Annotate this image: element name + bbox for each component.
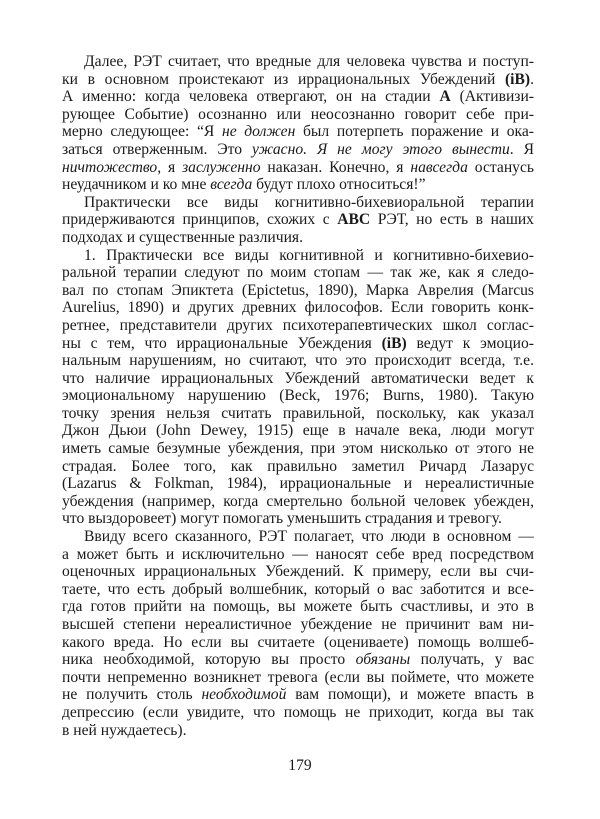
text-segment: что выздоровеет) могут помогать уменьшить страдания и тревогу. — [62, 510, 502, 528]
text-segment: не получить столь — [62, 686, 202, 704]
bold-text: (iB) — [504, 70, 531, 88]
text-line — [62, 141, 534, 159]
text-line — [62, 528, 534, 546]
text-segment: , я — [157, 158, 183, 176]
text-line — [62, 634, 534, 652]
text-segment: эмоциональному нарушению (Beck, 1976; Burns, 1980). Такую — [62, 387, 534, 405]
italic-text: обязаны — [355, 651, 411, 669]
text-line — [62, 686, 534, 704]
text-segment: Далее, РЭТ считает, что вредные для человека чувства и поступ- — [84, 53, 534, 70]
text-segment: ны с тем, что иррациональные Убеждения — [62, 334, 382, 352]
text-segment: 1. Практически все виды когнитивной и когнитивно-бихевио- — [84, 246, 534, 264]
text-line — [62, 370, 534, 388]
text-segment: Ввиду всего сказанного, РЭТ полагает, что люди в основном — — [84, 528, 534, 546]
text-segment: убеждения (например, когда смертельно больной человек убежден, — [62, 492, 534, 510]
text-line — [62, 123, 534, 141]
text-segment: нальным нарушениям, но считают, что это происходит всегда, т.е. — [62, 352, 534, 370]
paragraph — [62, 53, 534, 194]
text-line — [62, 475, 534, 493]
text-segment: оценочных иррациональных Убеждений. К примеру, если вы счи- — [62, 563, 534, 581]
text-segment: ки в основном проистекают из иррациональных Убеждений — [62, 70, 505, 88]
text-line — [62, 106, 534, 124]
text-segment: рующее Событие) осознанно или неосознанно говорит себе при- — [62, 105, 534, 123]
text-segment: РЭТ, но есть в наших — [370, 211, 534, 229]
text-segment: (Активизи- — [450, 88, 534, 106]
text-line — [62, 722, 534, 740]
text-segment: в ней нуждаетесь). — [62, 721, 187, 739]
text-line — [62, 264, 534, 282]
italic-text: ужасно. Я не могу этого вынести — [252, 140, 510, 158]
italic-text: необходимой — [201, 686, 287, 704]
text-segment: ника необходимой, которую вы просто — [62, 651, 356, 669]
text-line — [62, 229, 534, 247]
italic-text: не должен — [221, 123, 296, 141]
text-segment: ретнее, представители других психотерапевтических школ соглас- — [62, 316, 534, 334]
text-segment: . Я — [509, 140, 534, 158]
text-segment: Джон Дьюи (John Dewey, 1915) еще в начале века, люди могут — [62, 422, 534, 440]
text-line — [62, 581, 534, 599]
text-segment: точку зрения нельзя считать правильной, поскольку, как указал — [62, 404, 534, 422]
text-line — [62, 704, 534, 722]
text-line — [62, 458, 534, 476]
text-segment: таете, что есть добрый волшебник, который о вас заботится и все- — [62, 580, 534, 598]
text-segment: депрессию (если увидите, что помощь не приходит, когда вы так — [62, 703, 534, 721]
text-segment: вам помощи), и можете впасть в — [286, 686, 534, 704]
bold-text: ABC — [337, 211, 371, 229]
text-segment: гда готов прийти на помощь, вы можете быть счастливы, и это в — [62, 598, 534, 616]
text-line — [62, 71, 534, 89]
text-segment: Aurelius, 1890) и других древних философов. Если говорить конк- — [62, 299, 534, 317]
text-line — [62, 387, 534, 405]
text-segment: останусь — [467, 158, 534, 176]
text-line — [62, 563, 534, 581]
text-line — [62, 598, 534, 616]
italic-text: всегда — [210, 176, 253, 194]
text-line — [62, 299, 534, 317]
text-line — [62, 194, 534, 212]
italic-text: ничтожество — [62, 158, 158, 176]
text-segment: ральной терапии следуют по моим стопам — так же, как я следо- — [62, 264, 534, 282]
italic-text: навсегда — [410, 158, 468, 176]
text-segment: страдая. Более того, как правильно заметил Ричард Лазарус — [62, 457, 534, 475]
text-segment: придерживаются принципов, схожих с — [62, 211, 338, 229]
text-line — [62, 317, 534, 335]
bold-text: (iB) — [381, 334, 407, 352]
paragraph — [62, 194, 534, 247]
text-segment: какого вреда. Но если вы считаете (оцениваете) помощь волшеб- — [62, 633, 534, 651]
text-line — [62, 546, 534, 564]
text-line — [62, 493, 534, 511]
text-line — [62, 335, 534, 353]
text-line — [62, 53, 534, 71]
text-segment: почти непременно возникнет тревога (если вы поймете, что можете — [62, 668, 534, 686]
text-segment: был потерпеть поражение и ока- — [295, 123, 534, 141]
text-segment: подходах и существенные различия. — [62, 228, 303, 246]
text-segment: а может быть и исключительно — наносят себе вред посредством — [62, 545, 534, 563]
bold-text: A — [439, 88, 451, 106]
text-line — [62, 510, 534, 528]
text-line — [62, 247, 534, 265]
text-line — [62, 159, 534, 177]
text-segment: Практически все виды когнитивно-бихевиоральной терапии — [84, 193, 534, 211]
text-line — [62, 422, 534, 440]
text-segment: (Lazarus & Folkman, 1984), иррациональные и нереалистичные — [62, 475, 534, 493]
text-line — [62, 88, 534, 106]
text-segment: наказан. Конечно, я — [260, 158, 411, 176]
page-number: 179 — [288, 757, 312, 774]
text-segment: вал по стопам Эпиктета (Epictetus, 1890), Марка Аврелия (Marcus — [62, 281, 534, 299]
text-line — [62, 651, 534, 669]
text-segment: высшей степени нереалистичное убеждение не причинит вам ни- — [62, 616, 534, 633]
text-line — [62, 282, 534, 300]
text-segment: . — [530, 70, 534, 88]
paragraph — [62, 247, 534, 529]
text-segment: получать, у вас — [410, 651, 534, 669]
text-segment: неудачником и ко мне — [62, 176, 211, 194]
text-line — [62, 352, 534, 370]
text-segment: А именно: когда человека отвергают, он на стадии — [62, 88, 440, 106]
text-segment: будут плохо относиться!” — [252, 176, 426, 194]
text-segment: ведут к эмоцио- — [406, 334, 534, 352]
text-line — [62, 176, 534, 194]
page-body-text — [62, 53, 534, 739]
text-line — [62, 616, 534, 634]
text-line — [62, 211, 534, 229]
text-line — [62, 405, 534, 423]
text-segment: заться отверженным. Это — [62, 140, 253, 158]
text-line — [62, 669, 534, 687]
text-line — [62, 440, 534, 458]
text-segment: что наличие иррациональных Убеждений автоматически ведет к — [62, 369, 534, 387]
text-segment: мерно следующее: “Я — [62, 123, 222, 141]
paragraph — [62, 528, 534, 739]
italic-text: заслуженно — [182, 158, 261, 176]
text-segment: иметь самые безумные убеждения, при этом нисколько от этого не — [62, 440, 534, 458]
